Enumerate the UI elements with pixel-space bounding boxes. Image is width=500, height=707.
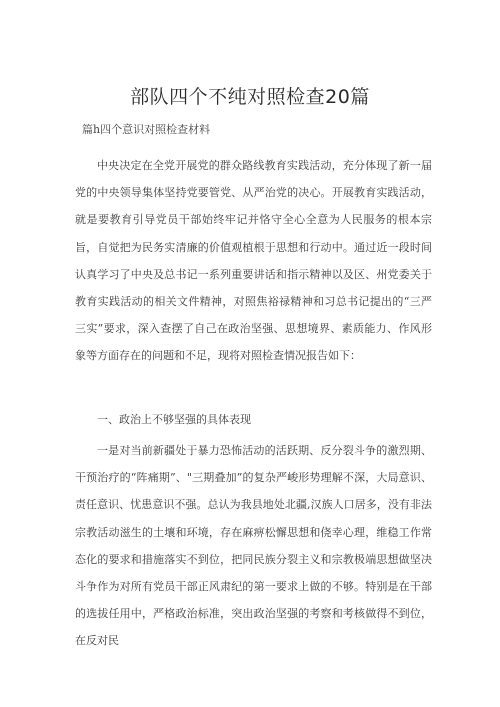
document-subtitle: 篇h四个意识对照检查材料 — [82, 123, 211, 136]
body-paragraph-intro: 中央决定在全党开展党的群众路线教育实践活动，充分体现了新一届党的中央领导集体坚持党要管党、从严治党的决心。开展教育实践活动，就是要教育引导党员干部始终牢记并恪守全心全意为人民服务的根本宗旨，自觉把为民务实清廉的价值观植根于思想和行动中。通过近一段时间认真学习了中央及总书记一系列重要讲话和指示精神以及区、州党委关于教育实践活动的相关文件精神，对照焦裕禄精神和习总书记提出的“三严三实”要求，深入查摆了自己在政治坚强、思想境界、素质能力、作风形象等方面存在的问题和不足，现将对照检查情况报告如下： — [75, 159, 432, 363]
body-paragraph-section-one: 一是对当前新疆处于暴力恐怖活动的活跃期、反分裂斗争的激烈期、干预治疗的“阵痛期”、"三期叠加”的复杂严峻形势理解不深，大局意识、责任意识、忧患意识不强。总认为我县地处北疆,汉族人口居多，没有非法宗教活动滋生的土壤和环境，存在麻痹松懈思想和侥幸心理，维稳工作常态化的要求和措施落实不到位，把同民族分裂主义和宗教极端思想做坚决斗争作为对所有党员干部正风肃纪的第一要求上做的不够。特别是在干部的选拔任用中，严格政治标准，突出政治坚强的考察和考核做得不到位，在反对民 — [75, 444, 432, 648]
section-heading: 一、政治上不够坚强的具体表现 — [97, 413, 251, 426]
document-title: 部队四个不纯对照检查20篇 — [130, 86, 370, 108]
